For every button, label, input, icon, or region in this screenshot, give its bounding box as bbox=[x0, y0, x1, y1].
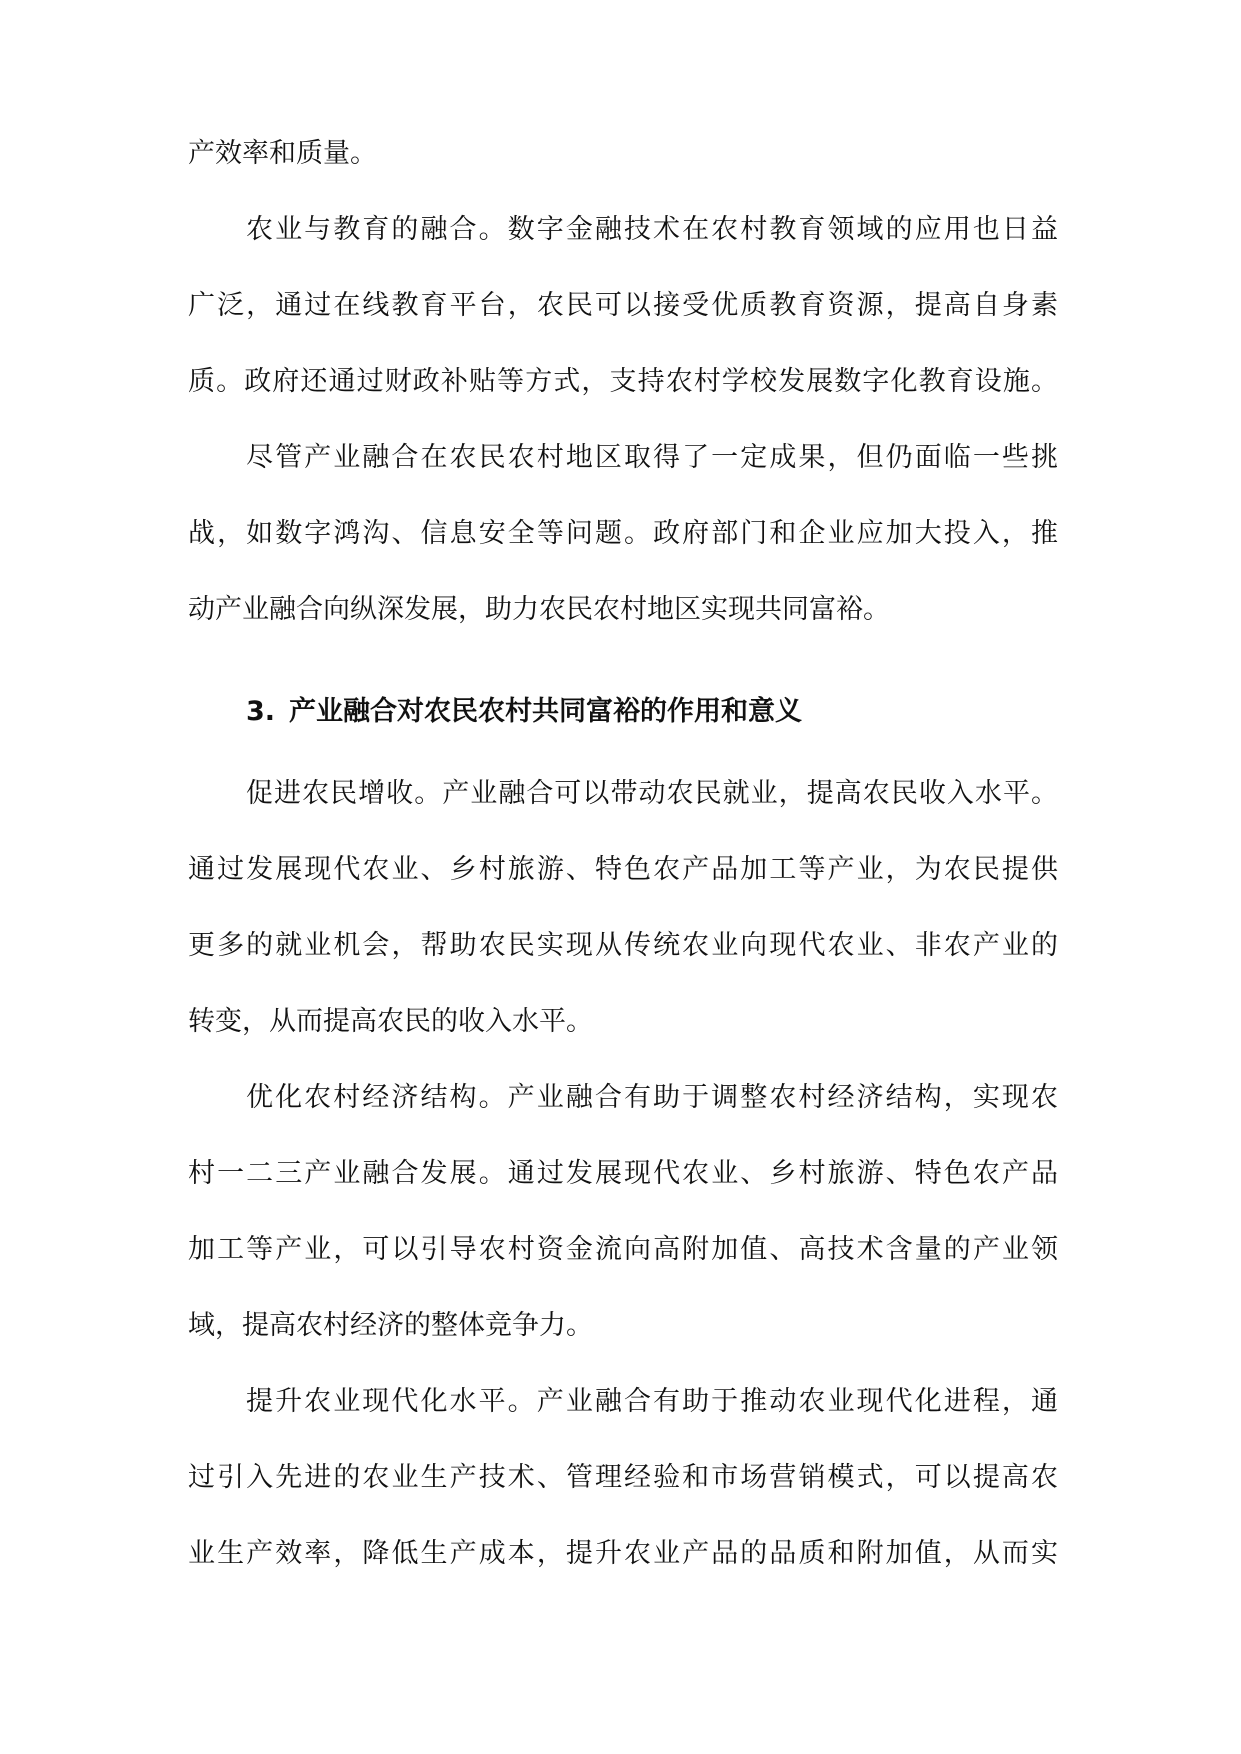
body-line: 动产业融合向纵深发展，助力农民农村地区实现共同富裕。 bbox=[188, 594, 890, 625]
body-line: 通过发展现代农业、乡村旅游、特色农产品加工等产业，为农民提供 bbox=[188, 854, 1058, 885]
section-number: 3. bbox=[246, 696, 276, 727]
body-line: 促进农民增收。产业融合可以带动农民就业，提高农民收入水平。 bbox=[246, 778, 1058, 809]
body-line: 农业与教育的融合。数字金融技术在农村教育领域的应用也日益 bbox=[246, 214, 1058, 245]
section-title: 产业融合对农民农村共同富裕的作用和意义 bbox=[289, 696, 803, 727]
body-line: 业生产效率，降低生产成本，提升农业产品的品质和附加值，从而实 bbox=[188, 1538, 1058, 1569]
body-line: 加工等产业，可以引导农村资金流向高附加值、高技术含量的产业领 bbox=[188, 1234, 1058, 1265]
body-line: 更多的就业机会，帮助农民实现从传统农业向现代农业、非农产业的 bbox=[188, 930, 1058, 961]
section-heading bbox=[246, 692, 1058, 732]
body-line: 提升农业现代化水平。产业融合有助于推动农业现代化进程，通 bbox=[246, 1386, 1058, 1417]
body-line: 战，如数字鸿沟、信息安全等问题。政府部门和企业应加大投入，推 bbox=[188, 518, 1058, 549]
body-line: 村一二三产业融合发展。通过发展现代农业、乡村旅游、特色农产品 bbox=[188, 1158, 1058, 1189]
body-line: 尽管产业融合在农民农村地区取得了一定成果，但仍面临一些挑 bbox=[246, 442, 1058, 473]
body-line: 域，提高农村经济的整体竞争力。 bbox=[188, 1310, 593, 1341]
body-line: 广泛，通过在线教育平台，农民可以接受优质教育资源，提高自身素 bbox=[188, 290, 1058, 321]
body-line: 质。政府还通过财政补贴等方式，支持农村学校发展数字化教育设施。 bbox=[188, 366, 1058, 397]
body-line: 转变，从而提高农民的收入水平。 bbox=[188, 1006, 593, 1037]
body-line: 过引入先进的农业生产技术、管理经验和市场营销模式，可以提高农 bbox=[188, 1462, 1058, 1493]
body-line: 优化农村经济结构。产业融合有助于调整农村经济结构，实现农 bbox=[246, 1082, 1058, 1113]
body-line: 产效率和质量。 bbox=[188, 138, 377, 169]
